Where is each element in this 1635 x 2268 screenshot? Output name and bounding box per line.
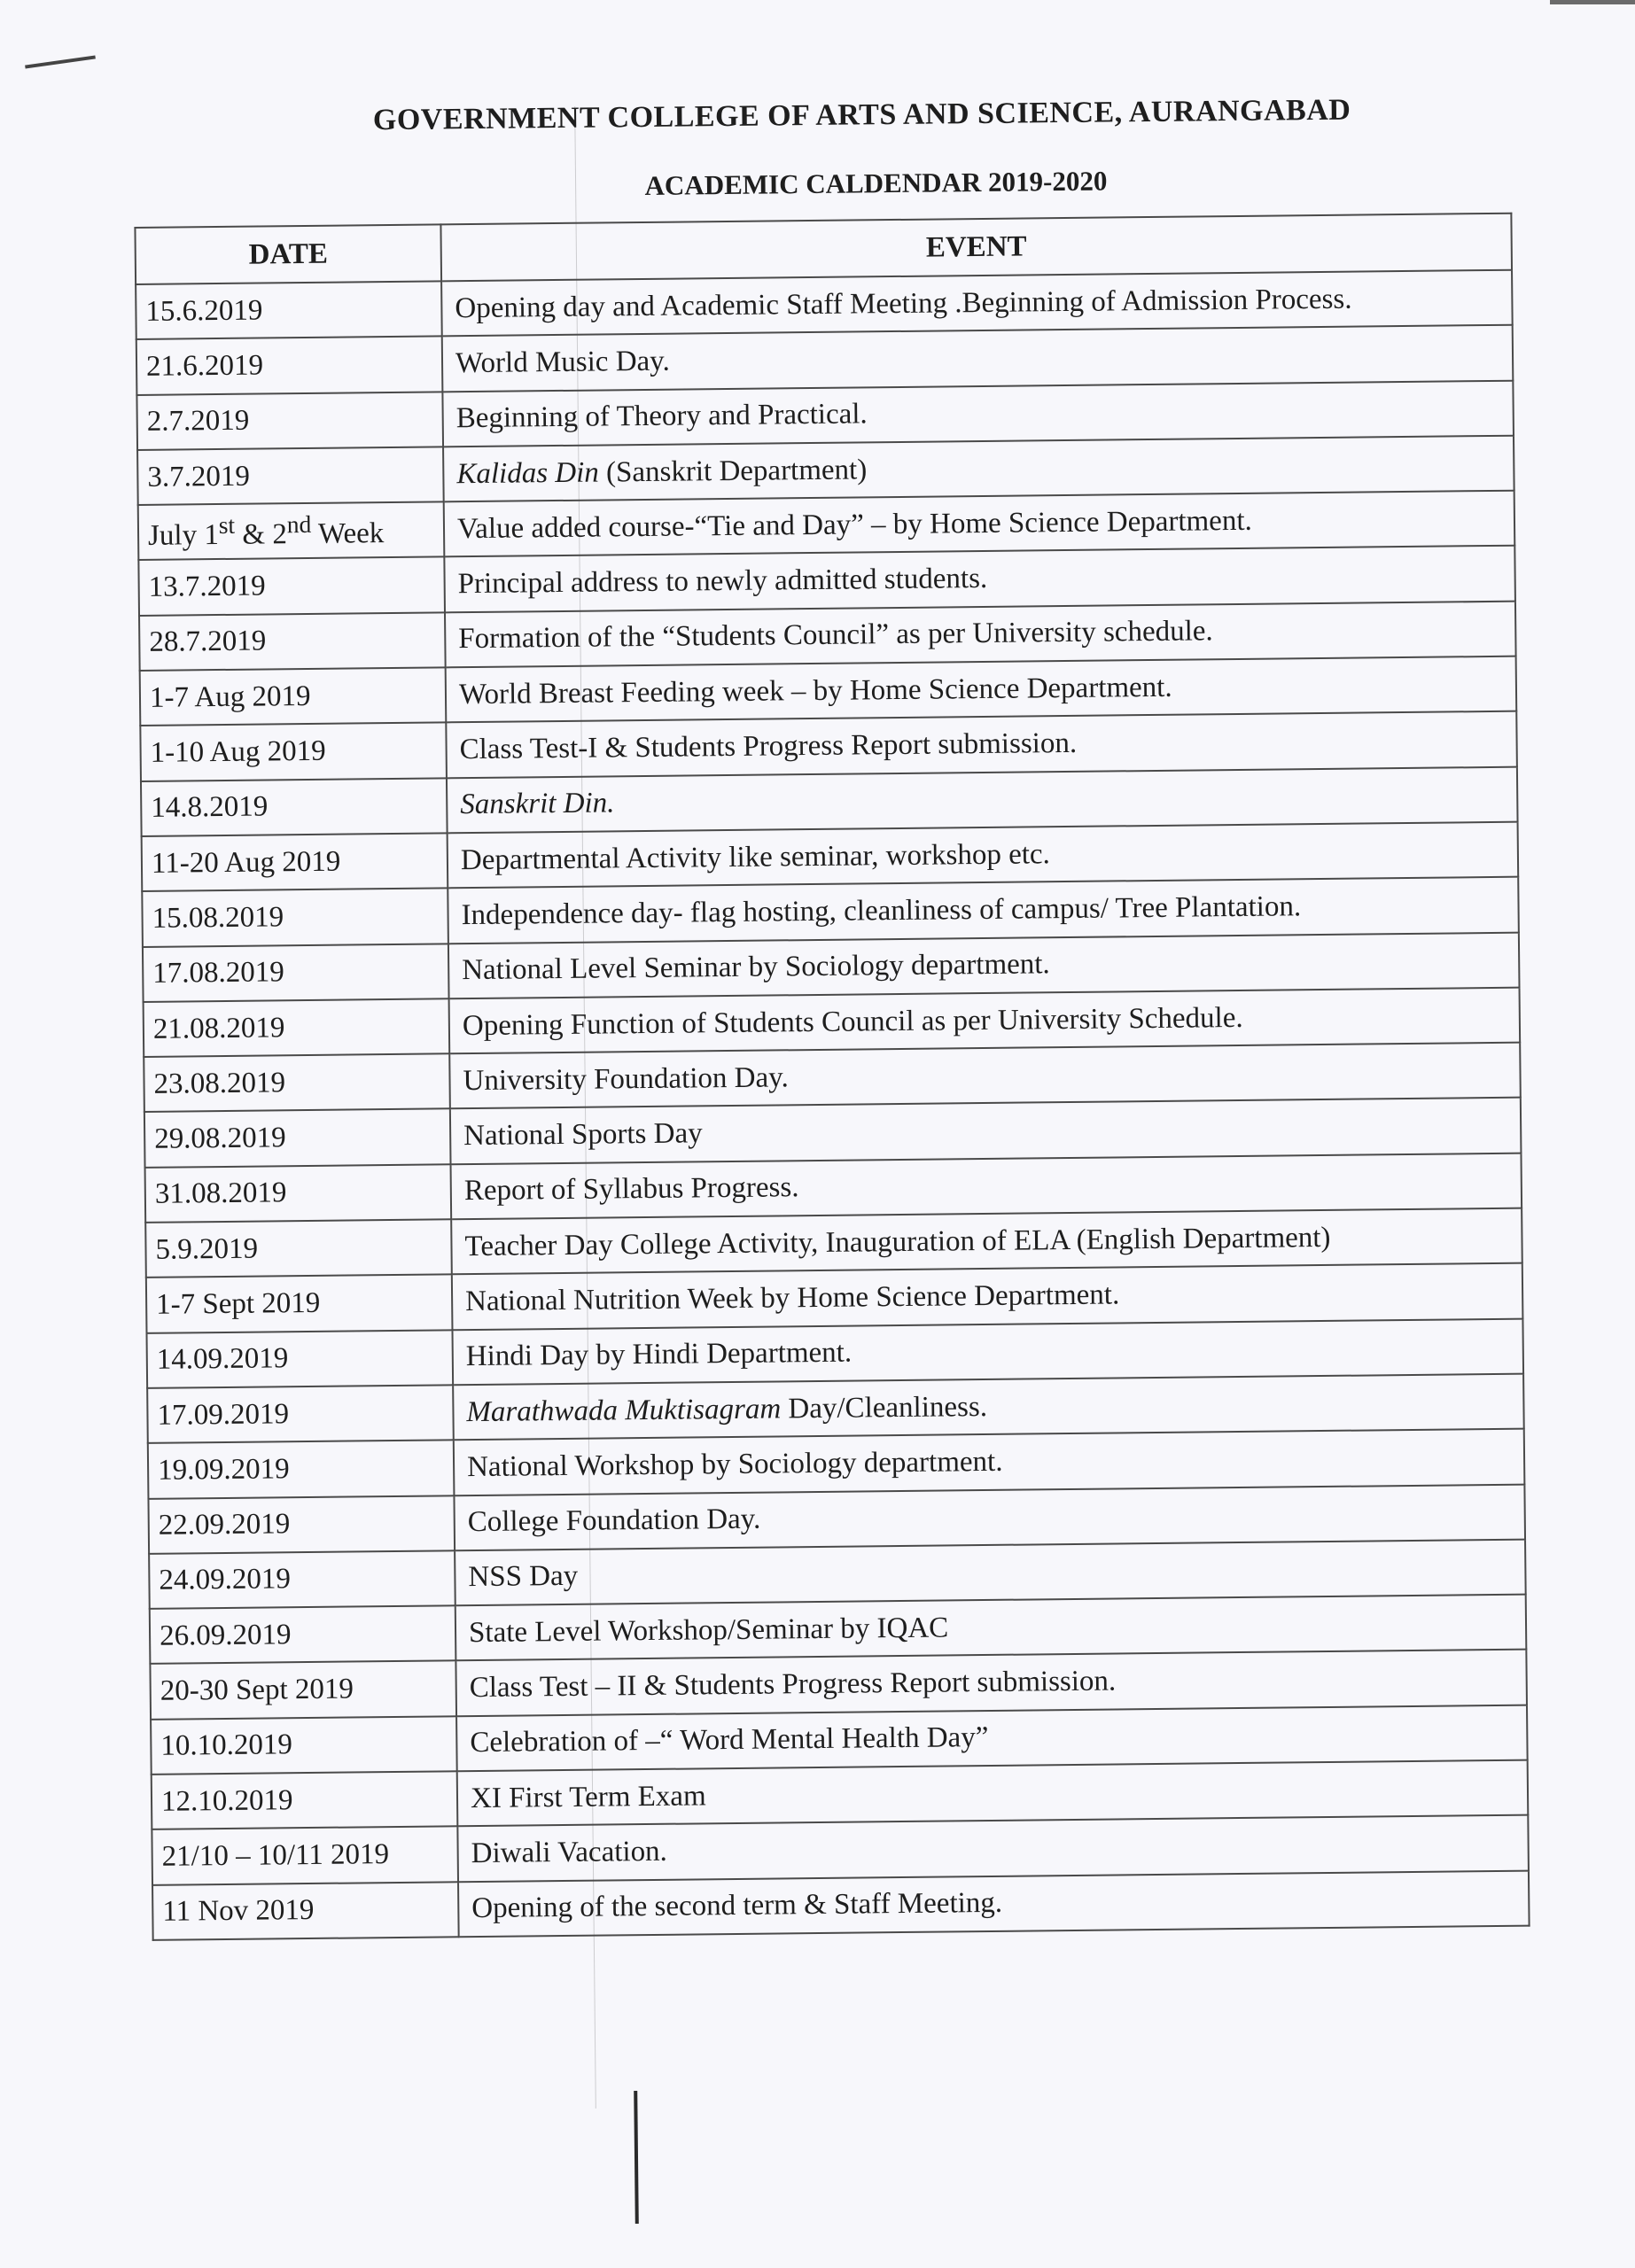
pen-stroke-mark: [634, 2091, 639, 2224]
date-cell: 28.7.2019: [139, 612, 446, 671]
event-cell: College Foundation Day.: [454, 1484, 1525, 1550]
event-cell: National Nutrition Week by Home Science Department.: [452, 1263, 1523, 1330]
event-cell: State Level Workshop/Seminar by IQAC: [455, 1595, 1527, 1661]
date-cell: 21.6.2019: [136, 337, 443, 395]
date-cell: 17.09.2019: [147, 1385, 454, 1443]
date-cell: 3.7.2019: [137, 447, 444, 505]
event-cell: Class Test – II & Students Progress Report submission.: [455, 1650, 1527, 1716]
event-italic-text: Kalidas Din: [456, 456, 599, 490]
date-cell: 19.09.2019: [148, 1441, 455, 1499]
event-cell: World Breast Feeding week – by Home Science Department.: [446, 656, 1517, 723]
event-cell: National Level Seminar by Sociology department.: [448, 932, 1520, 998]
event-text: Day/Cleanliness.: [780, 1390, 988, 1425]
date-cell: 21.08.2019: [144, 998, 450, 1057]
event-cell: Value added course-“Tie and Day” – by Home Science Department.: [444, 491, 1515, 557]
event-cell: Diwali Vacation.: [457, 1815, 1529, 1882]
event-cell: XI First Term Exam: [457, 1760, 1529, 1827]
event-cell: Departmental Activity like seminar, workshop etc.: [448, 822, 1519, 889]
date-cell: 1-10 Aug 2019: [140, 723, 447, 781]
date-cell: 11 Nov 2019: [152, 1882, 459, 1940]
date-superscript: nd: [286, 510, 312, 539]
date-cell: 26.09.2019: [150, 1605, 456, 1664]
date-cell: 14.09.2019: [146, 1330, 453, 1388]
event-cell: NSS Day: [455, 1539, 1526, 1605]
event-cell: Hindi Day by Hindi Department.: [452, 1318, 1523, 1385]
date-cell: 17.08.2019: [143, 944, 449, 1002]
date-cell: 12.10.2019: [152, 1771, 458, 1829]
event-cell: Opening Function of Students Council as per University Schedule.: [449, 988, 1521, 1054]
date-cell: 10.10.2019: [151, 1716, 457, 1775]
date-text: July 1: [147, 519, 220, 553]
document-subtitle: ACADEMIC CALDENDAR 2019-2020: [644, 165, 1108, 201]
date-cell: 22.09.2019: [148, 1495, 455, 1554]
date-text: Week: [311, 517, 385, 551]
event-cell: Celebration of –“ Word Mental Health Day”: [456, 1705, 1528, 1771]
event-cell: Beginning of Theory and Practical.: [442, 380, 1514, 447]
date-cell: 2.7.2019: [136, 392, 443, 450]
date-cell: 23.08.2019: [144, 1053, 450, 1112]
date-cell: 21/10 – 10/11 2019: [152, 1827, 458, 1885]
date-text: & 2: [234, 518, 288, 552]
event-cell: Independence day- flag hosting, cleanliness of campus/ Tree Plantation.: [448, 877, 1519, 944]
event-cell: Opening day and Academic Staff Meeting .Beginning of Admission Process.: [441, 270, 1513, 337]
event-text: (Sanskrit Department): [598, 453, 868, 489]
date-cell: 29.08.2019: [144, 1109, 451, 1168]
page-edge-shadow: [1550, 0, 1635, 4]
date-cell: 15.08.2019: [142, 889, 448, 947]
event-cell: Class Test-I & Students Progress Report submission.: [446, 711, 1517, 778]
date-cell: 1-7 Sept 2019: [146, 1275, 453, 1333]
scan-pen-mark: [25, 55, 96, 68]
event-cell: National Sports Day: [450, 1098, 1522, 1164]
event-cell: Teacher Day College Activity, Inauguration of ELA (English Department): [451, 1208, 1522, 1275]
event-italic-text: Sanskrit Din.: [460, 787, 615, 821]
document-title: GOVERNMENT COLLEGE OF ARTS AND SCIENCE, AURANGABAD: [372, 93, 1351, 137]
calendar-table: [134, 213, 1530, 1941]
event-cell: Principal address to newly admitted students.: [444, 546, 1515, 612]
column-header-event: EVENT: [440, 214, 1512, 282]
event-cell: University Foundation Day.: [449, 1043, 1521, 1109]
date-cell: 24.09.2019: [149, 1550, 455, 1609]
date-superscript: st: [218, 511, 236, 540]
date-cell: 1-7 Aug 2019: [140, 667, 447, 726]
event-cell: Formation of the “Students Council” as per University schedule.: [445, 601, 1516, 667]
event-cell: World Music Day.: [442, 325, 1514, 392]
date-cell: 13.7.2019: [138, 557, 445, 616]
date-cell: [138, 502, 445, 561]
date-cell: 5.9.2019: [145, 1219, 452, 1278]
date-cell: 14.8.2019: [141, 778, 448, 836]
event-cell: Report of Syllabus Progress.: [451, 1153, 1522, 1219]
date-cell: 31.08.2019: [145, 1164, 452, 1223]
column-header-date: DATE: [135, 224, 441, 284]
event-cell: Opening of the second term & Staff Meeting.: [458, 1870, 1530, 1937]
date-cell: 20-30 Sept 2019: [150, 1661, 456, 1720]
event-cell: National Workshop by Sociology department.: [454, 1429, 1525, 1495]
event-italic-text: Marathwada Muktisagram: [466, 1393, 782, 1428]
date-cell: 15.6.2019: [136, 281, 442, 339]
document-content: [133, 91, 1575, 1941]
date-cell: 11-20 Aug 2019: [142, 833, 448, 891]
